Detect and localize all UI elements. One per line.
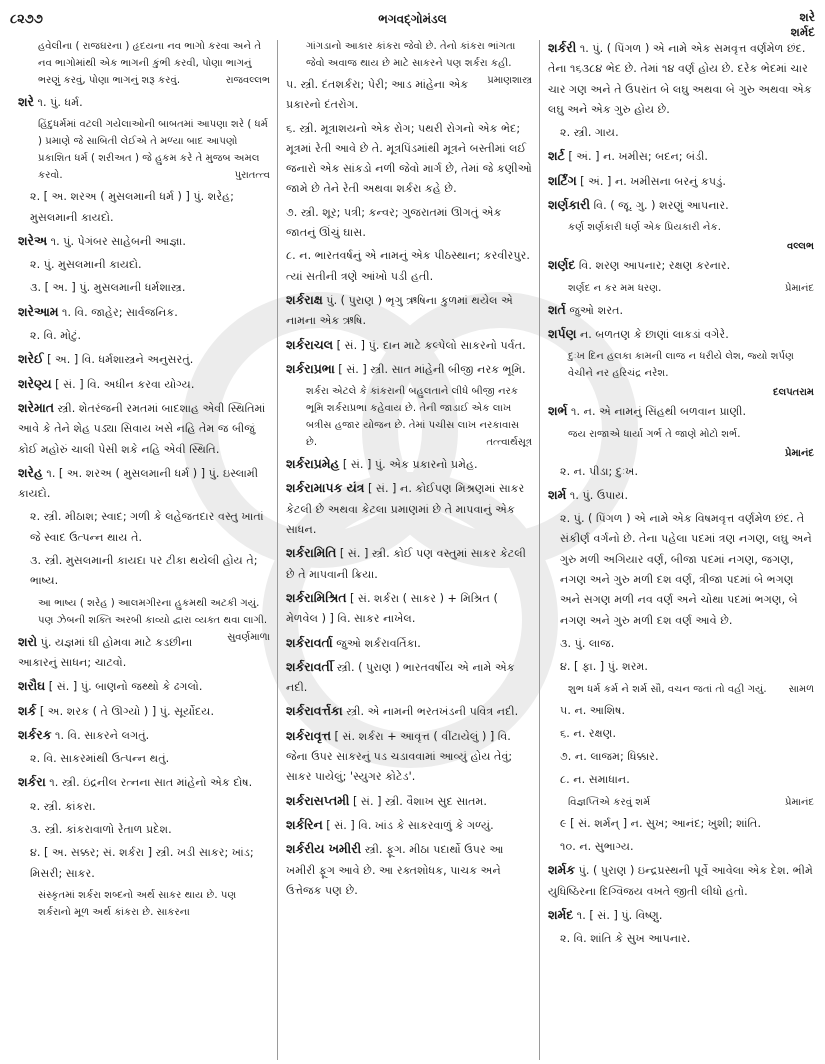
sense-definition: ૨. વિ. શાંતિ કે સુખ આપનાર.	[560, 932, 691, 946]
citation-quote	[548, 681, 814, 698]
sense-definition: ૨. [ અ. શરઅ ( મુસલમાની ધર્મ ) ] પું. શરેહ; મુસલમાની કાયદો.	[30, 190, 234, 224]
dictionary-entry	[286, 543, 532, 585]
citation-quote	[18, 887, 270, 921]
headword: શર્કરાસપ્તમી	[286, 792, 350, 808]
headword: શર્કરીય ખમીરી	[286, 841, 362, 857]
sense-definition: ૨. ન. પીડા; દુઃખ.	[560, 464, 639, 478]
sense-definition: ૧૦. ન. સુભાગ્ય.	[560, 840, 634, 854]
headword: શર્મ	[548, 486, 567, 502]
definition: [ સં. ] વિ. ખાંડ કે સાકરવાળું કે ગળ્યું.	[322, 818, 494, 832]
headword: શરે	[18, 94, 34, 109]
definition: [ અં. ] ન. ખમીસ; બદન; બંડી.	[564, 150, 708, 164]
column-divider	[539, 40, 540, 1060]
headword: શર્કરામાપક યંત્ર	[286, 480, 365, 496]
definition: સ્ત્રી. શેતરંજની રમતમાં બાદશાહ એવી સ્થિતિમાં આવે કે તેને શેહ પડ્યા સિવાય ખસે નહિ તેમ જ બીજું કોઈ મહોરું ચાલી પેસી શકે નહિ એવી સ્થિતિ.	[18, 401, 266, 456]
dictionary-entry	[286, 726, 532, 788]
citation-quote	[18, 595, 270, 643]
definition: સ્ત્રી. એ નામની ભરતખંડની પવિત્ર નદી.	[342, 705, 519, 719]
quote-text: ગાંગડાનો આકાર કાંકરા જેવો છે. તેનો કાંકરા ભાંગતા જેવો અવાજ થાય છે માટે સાકરને પણ શર્કરા કહી.	[306, 41, 516, 69]
column-3	[548, 38, 814, 953]
citation-source: પુરાતત્ત્વ	[234, 170, 270, 182]
dictionary-entry	[286, 633, 532, 654]
dictionary-entry	[286, 478, 532, 540]
dictionary-entry	[286, 290, 532, 332]
headword: શર્કરાપ્રમેહ	[286, 456, 340, 472]
dictionary-entry	[18, 374, 270, 395]
sense-definition: ૬. સ્ત્રી. મૂત્રાશયનો એક રોગ; પથરી રોગનો એક ભેદ; મૂત્રમાં રેતી આવે છે તે. મૂત્રપિંડમાંથી મૂત્રને બસ્તીમાં લઈ જનારો એક સાંકડો નળી જેવો માર્ગ છે, તેમાં જે કણીઓ જામે છે તેને રેતી અથવા શર્કરા કહે છે.	[286, 121, 532, 196]
definition: [ સં. ] સ્ત્રી. કોઈ પણ વસ્તુમાં સાકર કેટલી છે તે માપવાની ક્રિયા.	[286, 547, 526, 581]
citation-source: તત્ત્વાર્થસૂત્ર	[486, 437, 532, 449]
definition: ૧. [ સં. ] પું. વિષ્ણુ.	[573, 908, 663, 922]
headword: શર્મક	[548, 862, 576, 878]
headword: શર્કરક	[18, 726, 52, 742]
sense-definition: ૨. પું. ( પિંગળ ) એ નામે એક વિષમવૃત્ત વર્ણમેળ છંદ. તે સંકીર્ણ વર્ગનો છે. તેના પહેલા પદમાં ત્રણ નગણ, લઘુ અને ગુરુ મળી અગિયાર વર્ણ, બીજા પદમાં નગણ, જગણ, નગણ અને ગુરુ મળી દશ વર્ણ, ત્રીજા પદમાં બે ભગણ અને સગણ મળી નવ વર્ણ અને ચોથા પદમાં ભગણ, બે નગણ અને ગુરુ મળી દશ વર્ણ આવે છે.	[560, 512, 812, 627]
sense-definition: ૫. સ્ત્રી. દંતશર્કરા; પેરી; આડ માંહેના એક પ્રકારનો દંતરોગ.	[286, 78, 469, 112]
sense-definition: ૭. સ્ત્રી. શૂર; પત્રી; કન્વર; ગુજરાતમાં ઊગતું એક જાતનું ઊંચું ઘાસ.	[286, 205, 502, 240]
dictionary-entry	[18, 701, 270, 722]
headword: શર્કરામિશ્રિત	[286, 589, 347, 605]
definition: પું. યજ્ઞમાં ઘી હોમવા માટે કડછીના આકારનું સાધન; ચાટવો.	[18, 635, 193, 669]
citation-quote	[18, 38, 270, 89]
guide-word-first: શરે	[799, 10, 815, 24]
dictionary-entry	[18, 398, 270, 460]
sense-definition: ૩. પું. લાજ.	[560, 636, 615, 650]
headword: શરેણ્ય	[18, 375, 52, 391]
definition: સ્ત્રી. ફૂગ. મીઠા પદાર્થો ઉપર આ ખમીરી ફૂગ આવે છે. આ રક્તશોધક, પાચક અને ઉત્તેજક પણ છે.	[286, 843, 504, 897]
dictionary-entry	[286, 335, 532, 356]
dictionary-entry	[18, 725, 270, 746]
citation-quote	[548, 794, 814, 811]
citation-quote	[548, 219, 814, 236]
definition: [ સં. શર્કરા + આવૃત્ત ( વીંટાયેલું ) ] વિ. જેના ઉપર સાકરનું પડ ચડાવવામાં આવ્યું હોય તેવું; સાકર પાયેલું; 'સ્યુગર કોટેડ'.	[286, 729, 513, 784]
definition: [ અં. ] ન. ખમીસના બરનું કપડું.	[576, 174, 726, 188]
headword: શર્ત	[548, 301, 566, 317]
dictionary-entry	[548, 255, 814, 276]
dictionary-entry	[286, 701, 532, 722]
dictionary-entry	[548, 300, 814, 321]
definition: [ સં. ] વિ. અધીન કરવા યોગ્ય.	[51, 377, 195, 391]
headword: શર્ભ	[548, 403, 568, 419]
sense-definition: ૮. ન. સમાધાન.	[560, 773, 630, 787]
dictionary-entry	[548, 38, 814, 120]
dictionary-entry	[18, 349, 270, 370]
definition: ૧. વિ. જાહેર; સાર્વજનિક.	[58, 305, 178, 319]
definition: ૧. વિ. સાકરને લગતું.	[51, 728, 150, 742]
citation-quote	[548, 426, 814, 443]
dictionary-entry	[286, 815, 532, 836]
citation-source: દલપતરામ	[773, 387, 814, 399]
definition: ૧. સ્ત્રી. ઇંદ્રનીલ રત્નના સાત માંહેનો એક દોષ.	[45, 776, 253, 790]
headword: શર્કરાપ્રભા	[286, 360, 335, 376]
headword: શર્મદ	[548, 906, 574, 922]
definition: ન. બળતણ કે છાણાં લાકડાં વગેરે.	[576, 327, 729, 341]
headword: શર્કરાવૃત્ત	[286, 727, 331, 743]
quote-text: દુઃખ દિન હલકા કામની લાજ ન ધરીયે લેશ, જ્યો શર્પણ વેચીને નર હરિચંદ્ર નરેશ.	[568, 351, 795, 380]
dictionary-entry	[18, 463, 270, 505]
dictionary-entry	[18, 231, 270, 252]
headword: શર્પણ	[548, 325, 577, 341]
headword: શર્કરી	[548, 40, 577, 55]
citation-source: પ્રમાણશાસ્ત્ર	[487, 75, 532, 86]
citation-quote	[18, 116, 270, 184]
dictionary-entry	[548, 171, 814, 192]
definition: જુઓ શરત.	[565, 303, 624, 317]
column-1	[18, 38, 270, 924]
citation-source: સુવર્ણમાળા	[227, 631, 270, 643]
sense-definition: ૩. સ્ત્રી. મુસલમાની કાયદા પર ટીકા થયેલી હોય તે; ભાષ્ય.	[30, 554, 258, 588]
sense-definition: ૨. વિ. સાકરમાંથી ઉત્પન્ન થતું.	[30, 752, 170, 766]
definition: [ સં. ] ન. કોઈપણ મિશ્રણમાં સાકર કેટલી છે અથવા કેટલા પ્રમાણમાં છે તે માપવાનું એક સાધન.	[286, 482, 525, 537]
definition: [ સં. ] પું. બાણનો જથ્થો કે ઢગલો.	[45, 680, 203, 694]
definition: ૧. ન. એ નામનું સિંહથી બળવાન પ્રાણી.	[567, 405, 746, 419]
quote-text: વિજ્ઞપ્તિએ કરવું શર્મ	[568, 796, 651, 808]
headword: શર્કરાવર્તી	[286, 658, 334, 674]
definition: [ સં. ] પું. દાન માટે કલ્પેલો સાકરનો પર્વત.	[333, 338, 526, 352]
definition: ૧. પું. ધર્મ.	[33, 96, 83, 109]
headword: શર્કરામિતિ	[286, 545, 337, 561]
dictionary-entry	[548, 324, 814, 345]
quote-text: શર્ણદ ન કર મમ ધરણ.	[568, 282, 662, 294]
citation-source: પ્રેમાનંદ	[784, 282, 814, 294]
dictionary-entry	[286, 839, 532, 901]
headword: શરૌઘ	[18, 678, 46, 694]
sense-definition: ૫. ન. આશિષ.	[560, 703, 626, 717]
definition: ૧. પું. ( પિંગળ ) એ નામે એક સમવૃત્ત વર્ણમેળ છંદ. તેના ૧૬૩૮૪ ભેદ છે. તેમાં ૧૪ વર્ણ હોય છે. દરેક ભેદમાં ચાર ચાર ગણ અને તે ઉપરાંત બે લઘુ અથવા બે ગુરુ અથવા એક લઘુ અને એક ગુરુ હોય છે.	[548, 42, 812, 116]
dictionary-entry	[548, 905, 814, 926]
citation-quote	[548, 280, 814, 297]
headword: શરેહ	[18, 464, 43, 480]
dictionary-entry	[286, 454, 532, 475]
dictionary-entry	[548, 485, 814, 506]
citation-source: રાજવલ્લભ	[225, 75, 270, 86]
definition: વિ. ( જૂ. ગુ. ) શરણું આપનાર.	[590, 199, 729, 213]
dictionary-entry	[286, 657, 532, 699]
quote-text: જય રાજાએ ધાર્યા ગર્ભ તે જાણે મોટો શર્ભ.	[568, 428, 741, 440]
dictionary-entry	[286, 588, 532, 630]
citation-quote	[286, 38, 532, 86]
headword: શર્કરાવર્ત્તકા	[286, 703, 343, 719]
sense-definition: ૯ [ સં. શર્મન્ ] ન. સુખ; આનંદ; ખુશી; શાંતિ.	[560, 816, 762, 830]
definition: ૧. [ અ. શરઅ ( મુસલમાની ધર્મ ) ] પું. ઇસ્લામી કાયદો.	[18, 466, 259, 501]
citation-source: પ્રેમાનંદ	[784, 796, 814, 808]
running-title: ભગવદ્ગોમંડલ	[378, 12, 447, 26]
definition: [ સં. ] પું. એક પ્રકારનો પ્રમેહ.	[339, 458, 478, 472]
definition: સ્ત્રી. ( પુરાણ ) ભારતવર્ષીય એ નામે એક નદી.	[286, 660, 515, 695]
column-divider	[277, 40, 278, 1060]
sense-definition: ૩. સ્ત્રી. કાંકરાવાળો રેતાળ પ્રદેશ.	[30, 823, 172, 837]
headword: શરેઅ	[18, 232, 48, 248]
dictionary-entry	[286, 791, 532, 812]
sense-definition: ૪. [ ફા. ] પું. શરમ.	[560, 660, 648, 674]
headword: શર્કરા	[18, 774, 46, 790]
sense-definition: ૨. પું. મુસલમાની કાયદો.	[30, 258, 142, 272]
quote-text: આ ભાષ્ય ( શરેહ ) આલમગીરના હુકમથી અટકી ગયું. પણ ઝેબની શક્તિ અરબી કાવ્યો દ્વારા વ્યક્ત થવા લાગી.	[38, 597, 268, 626]
dictionary-entry	[18, 92, 270, 113]
dictionary-entry	[548, 860, 814, 902]
definition: જુઓ શર્કરાવર્તિકા.	[332, 636, 421, 650]
dictionary-entry	[18, 676, 270, 697]
headword: શરેઆમ	[18, 303, 59, 319]
dictionary-entry	[18, 302, 270, 323]
dictionary-entry	[548, 401, 814, 422]
dictionary-entry	[286, 359, 532, 380]
quote-text: હવેલીના ( રાજઘરના ) હૃદયના નવ ભાગો કરવા અને તે નવ ભાગોમાંથી એક ભાગની કુંભી કરવી, પોણા ભાગનું ભરણું કરવું, પોણા ભાગનું શરૂ કરવું.	[38, 41, 262, 86]
sense-definition: ૬. ન. રક્ષણ.	[560, 726, 617, 740]
definition: [ સં. શર્કરા ( સાકર ) + મિશ્રિત ( મેળવેલ ) ] વિ. સાકર નાખેલ.	[286, 591, 498, 626]
headword: શર્કરાક્ષ	[286, 291, 323, 307]
headword: શર્ણદ	[548, 257, 576, 273]
definition: વિ. શરણ આપનાર; રક્ષણ કરનાર.	[575, 259, 731, 273]
definition: ૧. પું. પેગંબર સાહેબની આજ્ઞા.	[47, 234, 186, 248]
citation-source: પ્રેમાનંદ	[784, 447, 814, 459]
definition: ૧. પું. ઉપાય.	[566, 488, 629, 502]
definition: [ સં. ] સ્ત્રી. વૈશાખ સુદ સાતમ.	[349, 794, 487, 808]
guide-words	[791, 10, 815, 40]
citation-source: સામળ	[788, 683, 814, 695]
definition: પું. ( પુરાણ ) ભૃગુ ઋષિના કુળમાં થયેલ એ નામના એક ઋષિ.	[286, 293, 513, 328]
quote-text: શર્કરા એટલે કે કાંકરાની બહુલતાને લીધે બીજી નરક ભૂમિ શર્કરાપ્રભા કહેવાય છે. તેની જાડાઈ એક લાખ બત્રીસ હજાર યોજન છે. તેમાં પચીસ લાખ નરકાવાસ છે.	[306, 386, 520, 449]
citation-source: વલ્લભ	[787, 241, 814, 253]
sense-definition: ૮. ન. ભારતવર્ષનું એ નામનું એક પીઠસ્થાન; કરવીરપુર. ત્યાં સતીની ત્રણે આંખો પડી હતી.	[286, 249, 530, 283]
quote-text: શુભ ધર્મ કર્મ ને શર્મ સૌ, વચન જતાં તો વહી ગયું.	[568, 683, 767, 695]
guide-word-last: શર્મદ	[790, 25, 815, 39]
headword: શર્ક	[18, 702, 37, 718]
quote-text: કર્ણ શર્ણકારી ધર્ણ એક પ્રિયકારી નેક.	[568, 222, 721, 234]
headword: શર્કરાવર્તા	[286, 634, 333, 650]
headword: શર્ટ	[548, 148, 565, 164]
dictionary-entry	[548, 195, 814, 216]
headword: શર્ટિંગ	[548, 172, 577, 188]
sense-definition: ૩. [ અ. ] પું. મુસલમાની ધર્મશાસ્ત્ર.	[30, 281, 186, 295]
column-2	[286, 38, 532, 904]
dictionary-entry	[18, 772, 270, 793]
citation-quote	[286, 383, 532, 451]
headword: શર્કરાચલ	[286, 336, 334, 352]
headword: શરો	[18, 633, 38, 649]
sense-definition: ૪. [ અ. સક્કર; સં. શર્કરા ] સ્ત્રી. ખડી સાકર; ખાંડ; મિસરી; સાકર.	[30, 846, 254, 880]
quote-text: હિંદુધર્મમાં વટલી ગયેલાઓની બાબતમાં આપણા શરે ( ધર્મ ) પ્રમાણે જે સાબિતી લેઈએ તે મળ્યા બાદ આપણો પ્રકાશિત ધર્મ ( શરીઅત ) જે હુકમ કરે તે મુજબ અમલ કરવો.	[38, 119, 268, 182]
headword: શર્કરિન	[286, 816, 323, 832]
definition: પું. ( પુરાણ ) ઇન્દ્રપ્રસ્થની પૂર્વે આવેલા એક દેશ. ભીમે યુધિષ્ઠિરના દિગ્વિજય વખતે જીતી લીધો હતો.	[548, 864, 813, 898]
page-number: ૮૨૭૭	[10, 12, 43, 27]
definition: [ અ. શરક ( તે ઊગ્યો ) ] પું. સૂર્યોદય.	[36, 704, 215, 718]
sense-definition: ૨. સ્ત્રી. કાંકરા.	[30, 799, 96, 813]
sense-definition: ૭. ન. લાજમ; ધિક્કાર.	[560, 750, 659, 764]
sense-definition: ૨. વિ. મોટું.	[30, 329, 82, 343]
definition: [ સં. ] સ્ત્રી. સાત માંહેની બીજી નરક ભૂમિ.	[334, 362, 526, 376]
sense-definition: ૨. સ્ત્રી. ગાય.	[560, 126, 619, 140]
definition: [ અ. ] વિ. ધર્મશાસ્ત્રને અનુસરતું.	[43, 353, 194, 367]
sense-definition: ૨. સ્ત્રી. મીઠાશ; સ્વાદ; ગળી કે લહેજતદાર વસ્તુ ખાતાં જે સ્વાદ ઉત્પન્ન થાય તે.	[30, 510, 264, 544]
headword: શરેઈ	[18, 351, 44, 367]
quote-text: સંસ્કૃતમાં શર્કરા શબ્દનો અર્થ સાકર થાય છે. પણ શર્કરાનો મૂળ અર્થ કાંકરા છે. સાકરના	[38, 889, 237, 918]
headword: શરેમાત	[18, 399, 54, 415]
headword: શર્ણકારી	[548, 197, 591, 213]
dictionary-entry	[548, 146, 814, 167]
citation-quote	[548, 348, 814, 382]
